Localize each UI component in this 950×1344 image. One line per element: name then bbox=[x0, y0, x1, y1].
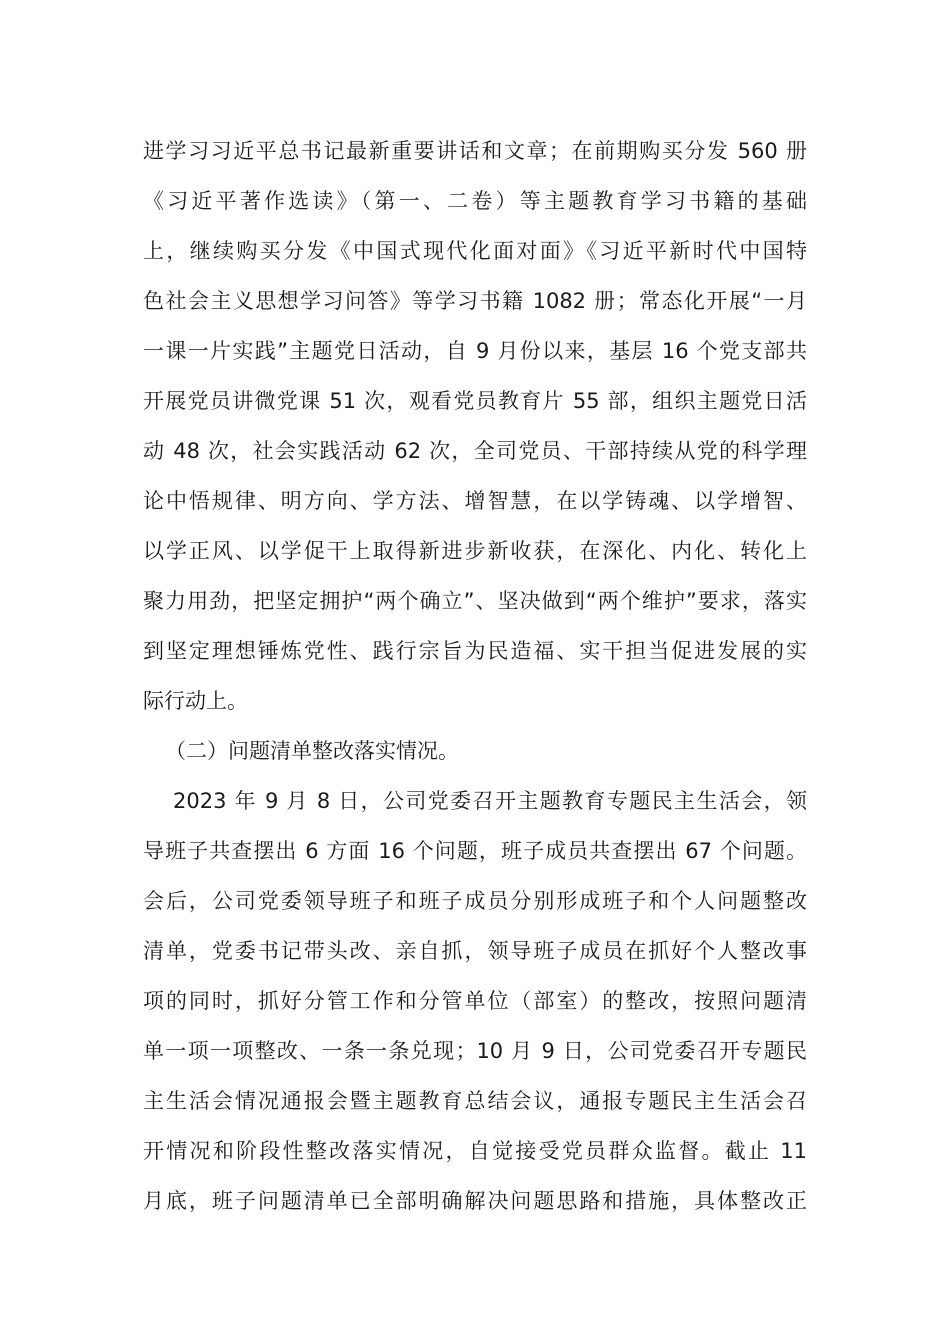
text-line: 开展党员讲微党课 51 次，观看党员教育片 55 部，组织主题党日活 bbox=[143, 389, 807, 413]
text-line: 动 48 次，社会实践活动 62 次，全司党员、干部持续从党的科学理 bbox=[143, 439, 807, 463]
text-line: 月底，班子问题清单已全部明确解决问题思路和措施，具体整改正 bbox=[143, 1189, 807, 1213]
paragraph-rectification bbox=[143, 776, 807, 1226]
document-body bbox=[143, 126, 807, 1226]
paragraph-study-activities bbox=[143, 126, 807, 726]
text-line: 以学正风、以学促干上取得新进步新收获，在深化、内化、转化上 bbox=[143, 539, 807, 563]
text-line: 际行动上。 bbox=[143, 689, 248, 713]
text-line: 到坚定理想锤炼党性、践行宗旨为民造福、实干担当促进发展的实 bbox=[143, 639, 807, 663]
text-line: 论中悟规律、明方向、学方法、增智慧，在以学铸魂、以学增智、 bbox=[143, 489, 807, 513]
text-line: 进学习习近平总书记最新重要讲话和文章；在前期购买分发 560 册 bbox=[143, 139, 807, 163]
text-line: 主生活会情况通报会暨主题教育总结会议，通报专题民主生活会召 bbox=[143, 1089, 807, 1113]
text-line: 聚力用劲，把坚定拥护“两个确立”、坚决做到“两个维护”要求，落实 bbox=[143, 589, 807, 613]
text-line: 一课一片实践”主题党日活动，自 9 月份以来，基层 16 个党支部共 bbox=[143, 339, 807, 363]
text-line: 项的同时，抓好分管工作和分管单位（部室）的整改，按照问题清 bbox=[143, 989, 807, 1013]
text-line: 色社会主义思想学习问答》等学习书籍 1082 册；常态化开展“一月 bbox=[143, 289, 807, 313]
text-line: 单一项一项整改、一条一条兑现；10 月 9 日，公司党委召开专题民 bbox=[143, 1039, 807, 1063]
text-line: 清单，党委书记带头改、亲自抓，领导班子成员在抓好个人整改事 bbox=[143, 939, 807, 963]
text-line: 上，继续购买分发《中国式现代化面对面》《习近平新时代中国特 bbox=[143, 239, 807, 263]
section-heading: （二）问题清单整改落实情况。 bbox=[165, 739, 459, 763]
text-line: 开情况和阶段性整改落实情况，自觉接受党员群众监督。截止 11 bbox=[143, 1139, 807, 1163]
text-line: 2023 年 9 月 8 日，公司党委召开主题教育专题民主生活会，领 bbox=[173, 789, 807, 813]
text-line: 会后，公司党委领导班子和班子成员分别形成班子和个人问题整改 bbox=[143, 889, 807, 913]
text-line: 导班子共查摆出 6 方面 16 个问题，班子成员共查摆出 67 个问题。 bbox=[143, 839, 807, 863]
text-line: 《习近平著作选读》（第一、二卷）等主题教育学习书籍的基础 bbox=[143, 189, 807, 213]
